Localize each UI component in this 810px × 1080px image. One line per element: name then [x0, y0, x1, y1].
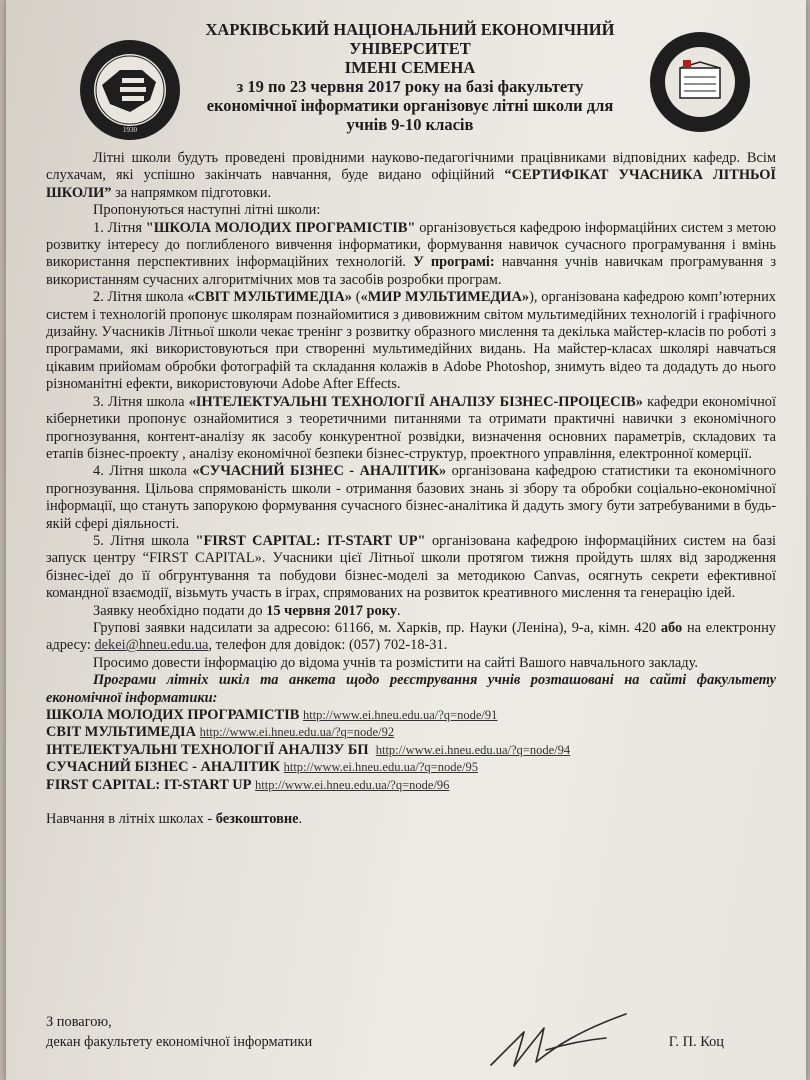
title-line: учнів 9-10 класів — [346, 115, 474, 134]
document-content — [46, 0, 777, 1050]
request-paragraph: Просимо довести інформацію до відома учнів та розмістити на сайті Вашого навчального закладу. — [93, 654, 698, 671]
signer-name: Г. П. Коц — [668, 1034, 724, 1050]
school-name: «СУЧАСНИЙ БІЗНЕС - АНАЛІТИК» — [192, 463, 447, 480]
school-item-5 — [46, 533, 776, 603]
school-item-4 — [46, 463, 776, 533]
title-line: УНІВЕРСИТЕТ — [349, 39, 471, 58]
school-name-alt: «МИР МУЛЬТИМЕДИА» — [360, 289, 530, 306]
program-link-row — [46, 759, 776, 776]
address-paragraph — [46, 620, 776, 655]
address-text-2: на електронну адресу: — [46, 619, 776, 654]
school-prefix: 5. Літня школа — [93, 532, 196, 549]
school-name: «ІНТЕЛЕКТУАЛЬНІ ТЕХНОЛОГІЇ АНАЛІЗУ БІЗНЕС-ПРОЦЕСІВ» — [188, 393, 643, 410]
school-separator: ( — [351, 289, 361, 306]
school-description-2: навчання учнів навичкам програмування з використанням сучасних алгоритмічних мов та засобів розробки програм. — [46, 254, 777, 288]
program-label: У програмі: — [413, 254, 495, 271]
handwritten-signature — [486, 1010, 636, 1072]
school-item-3 — [46, 394, 776, 464]
program-link-name: СВІТ МУЛЬТИМЕДІА — [46, 724, 197, 741]
spacer — [46, 794, 776, 811]
program-link-row — [46, 724, 776, 741]
program-link-row — [46, 777, 776, 794]
certificate-name: “СЕРТИФІКАТ УЧАСНИКА ЛІТНЬОЇ ШКОЛИ” — [46, 167, 776, 201]
page-title — [176, 20, 644, 134]
deadline-tail: . — [397, 602, 401, 619]
school-description: організовується кафедрою інформаційних систем з метою розвитку інтересу до поглибленого вивчення інформатики, формування навичок сучасного програмування і вмінь використання перспективних інформаційних технологій. — [46, 219, 777, 271]
address-text: Групові заявки надсилати за адресою: 61166, м. Харків, пр. Науки (Леніна), 9-а, кімн. 420 — [93, 619, 661, 636]
programs-heading: Програми літніх шкіл та анкета щодо реєстрування учнів розташовані на сайті факультету економічної інформатики: — [46, 672, 776, 706]
school-prefix: 2. Літня школа — [93, 289, 188, 306]
document-body — [46, 150, 776, 828]
school-description: організована кафедрою інформаційних систем на базі запуск центру “FIRST CAPITAL». Учасники цієї Літньої школи протягом тижня пройдуть шлях від зародження бізнес-ідеї до її обгрунтування та побудови бізнес-моделі за методикою Canvas, осягнуть секрети ефективної командної взаємодії, візьмуть участь в іграх, спрямованих на розвиток креативного мислення та генерацію ідей. — [46, 532, 777, 602]
intro-tail: за напрямком підготовки. — [111, 184, 272, 201]
program-link-name: FIRST CAPITAL: IT-START UP — [46, 776, 252, 793]
document-header — [46, 0, 776, 150]
document-sheet — [6, 0, 806, 1080]
program-link-name: ШКОЛА МОЛОДИХ ПРОГРАМІСТІВ — [46, 707, 300, 723]
deadline-date: 15 червня 2017 року — [266, 602, 397, 619]
title-line: ІМЕНІ СЕМЕНА — [344, 58, 476, 77]
program-link-url[interactable]: http://www.ei.hneu.edu.ua/?q=node/94 — [375, 742, 571, 757]
free-text: Навчання в літніх школах - — [46, 811, 216, 828]
signer-position: декан факультету економічної інформатики — [46, 1034, 313, 1050]
school-description: кафедри економічної кібернетики пропонує ознайомитися з теоретичними питаннями та отримати практичні навички з економічного прогнозування, контент-аналізу як засобу конкурентної розвідки, визначення основних параметрів, складових та етапів бізнес-проекту , аналізу економічної безпеки бізнес-структур, проектного управління, електронної комерції. — [46, 393, 777, 462]
free-line — [46, 811, 776, 828]
title-line: ХАРКІВСЬКИЙ НАЦІОНАЛЬНИЙ ЕКОНОМІЧНИЙ — [205, 20, 615, 39]
faculty-logo — [650, 32, 750, 132]
program-link-row — [46, 707, 776, 724]
program-link-url[interactable]: http://www.ei.hneu.edu.ua/?q=node/91 — [302, 708, 498, 722]
university-logo — [80, 40, 180, 140]
school-name: "FIRST CAPITAL: IT-START UP" — [195, 532, 426, 549]
free-bold: безкоштовне — [215, 811, 299, 828]
title-line: з 19 по 23 червня 2017 року на базі факультету — [236, 77, 584, 96]
program-link-url[interactable]: http://www.ei.hneu.edu.ua/?q=node/95 — [283, 760, 478, 775]
program-link-url[interactable]: http://www.ei.hneu.edu.ua/?q=node/92 — [199, 725, 395, 740]
school-name: "ШКОЛА МОЛОДИХ ПРОГРАМІСТІВ" — [145, 219, 416, 236]
intro-paragraph — [46, 150, 776, 202]
program-link-url[interactable]: http://www.ei.hneu.edu.ua/?q=node/96 — [255, 777, 450, 792]
program-link-name: СУЧАСНИЙ БІЗНЕС - АНАЛІТИК — [46, 759, 280, 776]
deadline-line — [46, 603, 776, 620]
deadline-text: Заявку необхідно подати до — [93, 602, 267, 619]
school-item-2 — [46, 289, 776, 393]
program-link-row — [46, 742, 776, 759]
school-name: «СВІТ МУЛЬТИМЕДІА» — [187, 289, 352, 306]
school-description: організована кафедрою статистики та економічного прогнозування. Цільова спрямованість школи - отримання базових знань зі збору та обробки соціально-економічної інформації, що стануть запорукою формування сучасного бізнес-аналітика й дадуть змогу бути затребуваними в будь-якій сфері діяльності. — [46, 463, 776, 532]
address-or: або — [660, 619, 683, 636]
school-item-1 — [46, 220, 776, 290]
intro-text: Літні школи будуть проведені провідними науково-педагогічними працівниками відповідних кафедр. Всім слухачам, які успішно закінчать навчання, буде видано офіційний — [46, 150, 776, 184]
school-prefix: 1. Літня — [93, 219, 146, 236]
free-tail: . — [298, 811, 303, 828]
program-links — [46, 707, 776, 794]
offer-line: Пропонуються наступні літні школи: — [93, 202, 321, 219]
school-prefix: 3. Літня школа — [93, 393, 189, 410]
school-description: ), організована кафедрою комп’ютерних систем і технологій пропонує школярам познайомитися з дивовижним світом мультимедійних технологій і графічного дизайну. Учасників Літньої школи чекає тренінг з розвитку образного мислення та декілька майстер-класів по роботі з програмами, які використовуються при створенні мультимедійних видань. На майстер-класах школярі навчаться цікавим прийомам обробки фотографій та складання колажів в Adobe Photoshop, знимуть відео та додадуть до нього різноманітні ефекти, використовуючи Adobe After Effects. — [46, 289, 776, 393]
closing-regards: З повагою, — [46, 1014, 112, 1030]
title-line: економічної інформатики організовує літні школи для — [206, 96, 614, 115]
logo-year: 1930 — [123, 126, 137, 134]
phone-text: , телефон для довідок: (057) 702-18-31. — [208, 637, 448, 654]
email-link[interactable]: dekei@hneu.edu.ua — [94, 637, 209, 654]
school-prefix: 4. Літня школа — [93, 463, 193, 480]
program-link-name: ІНТЕЛЕКТУАЛЬНІ ТЕХНОЛОГІЇ АНАЛІЗУ БП — [46, 741, 369, 758]
closing-block — [46, 1012, 776, 1052]
